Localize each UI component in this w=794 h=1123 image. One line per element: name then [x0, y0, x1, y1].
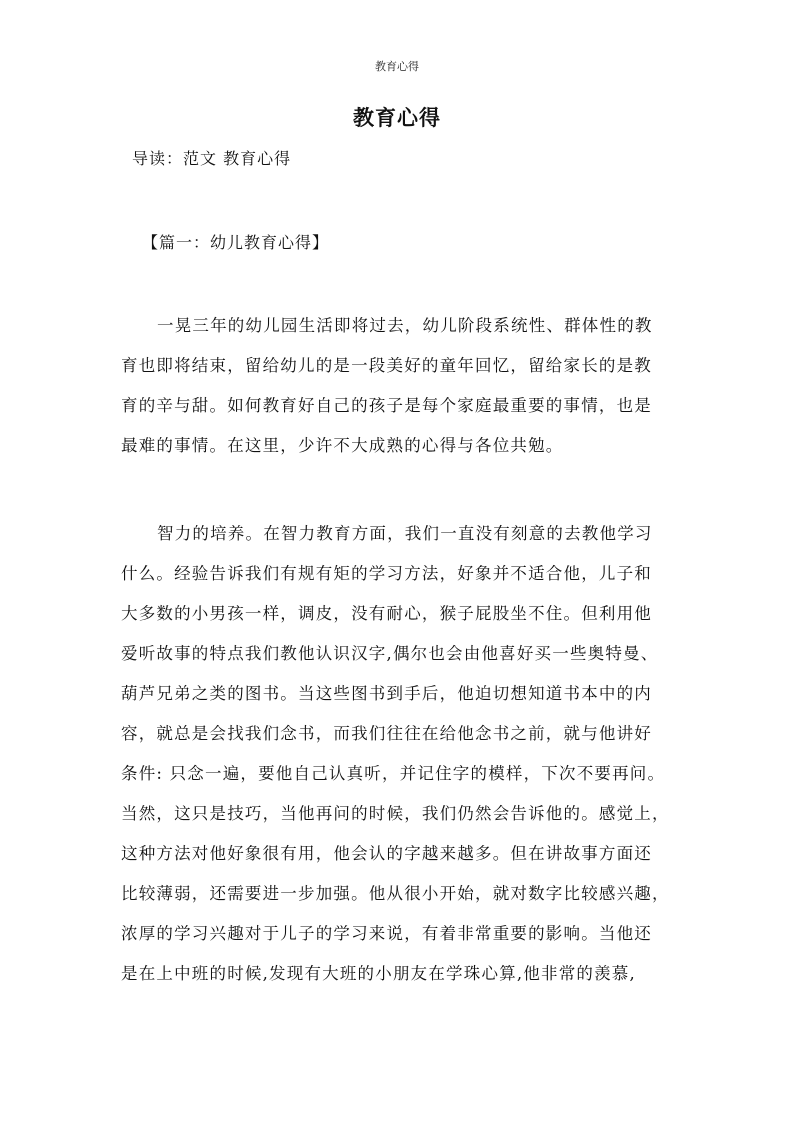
paragraph-line: 育也即将结束，留给幼儿的是一段美好的童年回忆，留给家长的是教	[121, 356, 652, 375]
paragraph-line: 浓厚的学习兴趣对于儿子的学习来说，有着非常重要的影响。当他还	[121, 924, 652, 943]
paragraph-line: 这种方法对他好象很有用，他会认的字越来越多。但在讲故事方面还	[121, 844, 652, 863]
section-heading: 【篇一：幼儿教育心得】	[142, 233, 330, 252]
paragraph-line: 什么。经验告诉我们有规有矩的学习方法，好象并不适合他，儿子和	[121, 564, 652, 583]
paragraph-line: 葫芦兄弟之类的图书。当这些图书到手后，他迫切想知道书本中的内	[121, 684, 652, 703]
paragraph-2	[121, 514, 681, 994]
paragraph-1	[121, 306, 681, 466]
paragraph-line: 比较薄弱，还需要进一步加强。他从很小开始，就对数字比较感兴趣，	[121, 884, 670, 903]
paragraph-line: 是在上中班的时候,发现有大班的小朋友在学珠心算,他非常的羡慕,	[121, 964, 636, 983]
paragraph-line: 智力的培养。在智力教育方面，我们一直没有刻意的去教他学习	[157, 524, 653, 543]
paragraph-line: 最难的事情。在这里，少许不大成熟的心得与各位共勉。	[121, 436, 564, 455]
document-title: 教育心得	[353, 105, 441, 130]
paragraph-line: 育的辛与甜。如何教育好自己的孩子是每个家庭最重要的事情，也是	[121, 396, 652, 415]
paragraph-line: 一晃三年的幼儿园生活即将过去，幼儿阶段系统性、群体性的教	[157, 316, 653, 335]
running-header: 教育心得	[375, 60, 419, 73]
paragraph-line: 容，就总是会找我们念书，而我们往往在给他念书之前，就与他讲好	[121, 724, 652, 743]
intro-line: 导读：范文 教育心得	[132, 149, 292, 168]
paragraph-line: 条件: 只念一遍，要他自己认真听，并记住字的模样，下次不要再问。	[121, 764, 666, 783]
paragraph-line: 当然，这只是技巧，当他再问的时候，我们仍然会告诉他的。感觉上，	[121, 804, 670, 823]
paragraph-line: 爱听故事的特点我们教他认识汉字,偶尔也会由他喜好买一些奥特曼、	[121, 644, 659, 663]
paragraph-line: 大多数的小男孩一样，调皮，没有耐心，猴子屁股坐不住。但利用他	[121, 604, 652, 623]
